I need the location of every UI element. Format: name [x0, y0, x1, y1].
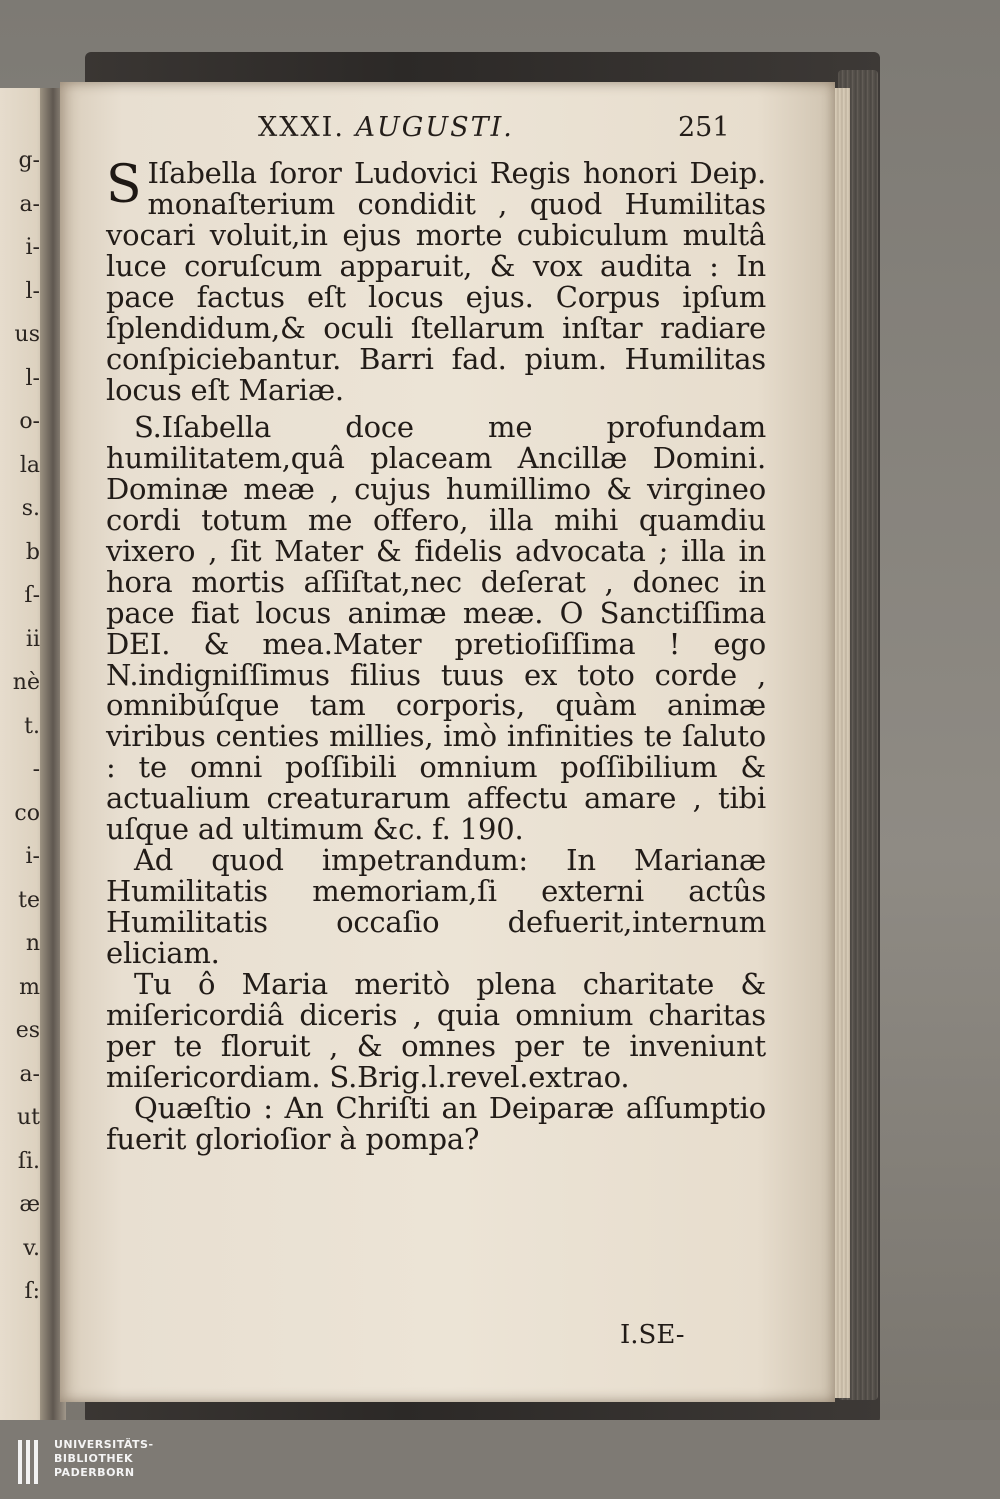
library-logo — [18, 1438, 258, 1486]
running-head-month: AUGUSTI. — [355, 112, 514, 143]
left-page-fragment: m — [19, 974, 40, 1000]
left-page-fragment: es — [15, 1018, 40, 1043]
left-page-fragment: te — [18, 887, 40, 913]
left-page-fragment: co — [14, 800, 40, 826]
left-page-fragment: - — [32, 757, 40, 782]
page-body — [106, 155, 766, 1157]
left-page-fragment: i- — [25, 235, 40, 260]
left-page-fragment: ſ- — [24, 583, 40, 608]
left-page-fragment: l- — [25, 365, 40, 391]
left-page-fragment: ii — [25, 626, 40, 652]
paragraph-1 — [106, 155, 766, 407]
running-head — [258, 112, 758, 143]
left-page-fragment: æ — [19, 1192, 40, 1217]
library-logo-line-2: BIBLIOTHEK — [54, 1452, 134, 1465]
catchword: I.SE- — [620, 1320, 685, 1350]
left-page-fragment: o- — [19, 409, 40, 434]
drop-cap: S — [106, 155, 142, 215]
library-logo-line-3: PADERBORN — [54, 1466, 135, 1479]
paragraph-4: Tu ô Maria meritò plena charitate & miſericordiâ diceris , quia omnium charitas per te floruit , & omnes per te inveniunt miſericordiam. S.Brig.l.revel.extrao. — [106, 967, 766, 1095]
paragraph-3: Ad quod impetrandum: In Marianæ Humilitatis memoriam,ſi externi actûs Humilitatis occaſio defuerit,internum eliciam. — [106, 843, 766, 971]
library-logo-icon — [18, 1440, 44, 1484]
left-page-fragment: nè — [12, 670, 40, 695]
left-page-fragment: la — [19, 452, 40, 478]
paragraph-1-text: Iſabella ſoror Ludovici Regis honori Deip. monaſterium condidit , quod Humilitas vocari voluit,in ejus morte cubiculum multâ luce coruſcum apparuit, & vox audita : In pace factus eſt locus ejus. Corpus ipſum ſplendidum,& oculi ſtellarum inſtar radiare conſpiciebantur. Barri fad. pium. Humilitas locus eſt Mariæ. — [106, 156, 766, 407]
left-page-fragment: ſ: — [24, 1279, 40, 1304]
left-page-fragment: g- — [18, 148, 40, 173]
paragraph-2: S.Iſabella doce me profundam humilitatem,quâ placeam Ancillæ Domini. Dominæ meæ , cujus humillimo & virgineo cordi totum me offero, illa mihi quamdiu vixero , ſit Mater & fidelis advocata ; illa in hora mortis aſſiſtat,nec deſerat , donec in pace fiat locus animæ meæ. O Sanctiſſima DEI. & mea.Mater pretioſiſſima ! ego N.indigniſſimus filius tuus ex toto corde , omnibúſque tam corporis, quàm animæ viribus centies millies, imò infinities te ſaluto : te omni poſſibili omnium poſſibilium & actualium creaturarum affectu amare , tibi uſque ad ultimum &c. f. 190. — [106, 409, 766, 847]
page-number: 251 — [678, 112, 730, 143]
left-page-fragment: a- — [19, 191, 40, 217]
left-page-fragment: ſi. — [17, 1148, 40, 1174]
left-page-fragment: b — [25, 539, 40, 565]
left-page-fragment: n — [25, 931, 40, 956]
left-page-fragment: us — [14, 322, 40, 347]
running-head-number: XXXI. — [258, 112, 345, 143]
left-page-fragment: l- — [25, 278, 40, 304]
left-page-fragment: a- — [19, 1061, 40, 1087]
paragraph-5: Quæſtio : An Chriſti an Deiparæ aſſumptio fuerit glorioſior à pompa? — [106, 1091, 766, 1157]
left-page-fragment: v. — [23, 1235, 40, 1261]
left-page-fragment: t. — [24, 713, 40, 739]
library-logo-text — [54, 1438, 154, 1480]
left-page-fragment: s. — [21, 496, 40, 521]
library-logo-line-1: UNIVERSITÄTS- — [54, 1438, 154, 1451]
left-page-fragment: ut — [16, 1105, 40, 1130]
left-page-fragment: i- — [25, 844, 40, 869]
